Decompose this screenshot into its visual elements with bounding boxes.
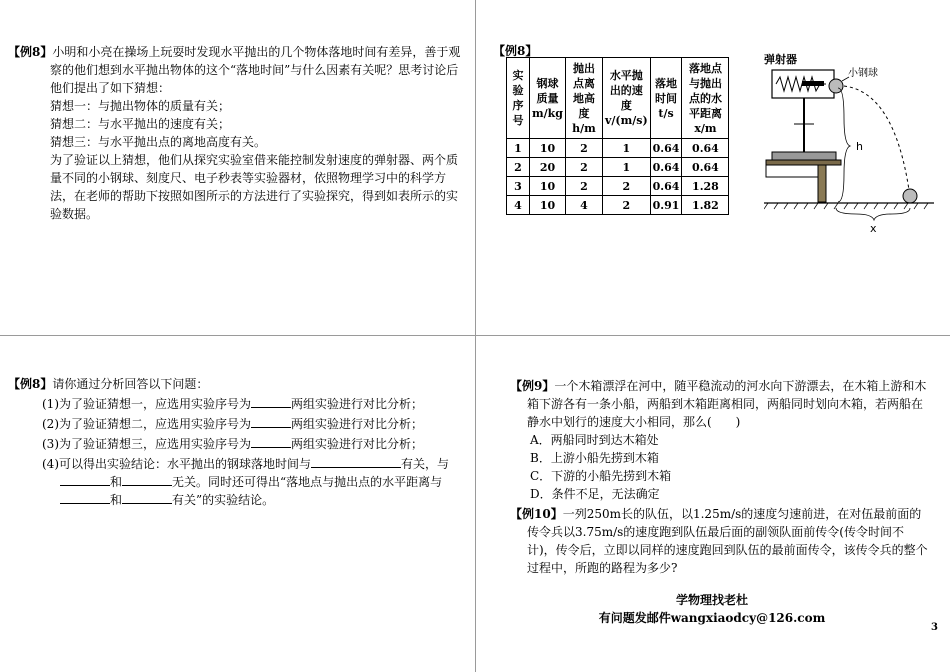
table-cell: 10 xyxy=(530,177,566,196)
answer-blank[interactable] xyxy=(122,491,172,504)
answer-blank[interactable] xyxy=(60,473,110,486)
option-a: A．两船同时到达木箱处 xyxy=(530,433,659,447)
table-cell: 1 xyxy=(507,139,530,158)
table-leg xyxy=(818,165,826,202)
signature-line-1: 学物理找老杜 xyxy=(675,593,748,607)
answer-blank[interactable] xyxy=(251,415,291,428)
example9-stem xyxy=(482,377,932,431)
example9-10-panel xyxy=(482,377,932,577)
option-d: D．条件不足，无法确定 xyxy=(530,487,660,501)
item-4-text-a: (4)可以得出实验结论：水平抛出的钢球落地时间与 xyxy=(42,457,311,471)
table-cell: 2 xyxy=(602,196,650,215)
table-cell: 0.64 xyxy=(650,158,682,177)
signature-line-2: 有问题发邮件wangxiaodcy@126.com xyxy=(598,611,826,625)
item-4-text-c: 和 xyxy=(110,475,123,489)
experiment-method: 为了验证以上猜想，他们从探究实验室借来能控制发射速度的弹射器、两个质量不同的小钢球、刻度尺、电子秒表等实验器材，依照物理学习中的科学方法，在老师的帮助下按照如图所示的方法进行了实验探究，得到如表所示的实验数据。 xyxy=(50,153,459,221)
analysis-item-3 xyxy=(8,435,468,453)
item-3-text-a: (3)为了验证猜想三，应选用实验序号为 xyxy=(42,437,251,451)
experiment-data-table xyxy=(506,57,729,215)
table-cell: 0.64 xyxy=(650,177,682,196)
table-cell: 1.82 xyxy=(682,196,729,215)
table-cell: 1 xyxy=(602,158,650,177)
item-4-text-b: 有关，与 xyxy=(401,457,450,471)
table-cell: 2 xyxy=(602,177,650,196)
table-cell: 20 xyxy=(530,158,566,177)
example8-intro-text: 小明和小亮在操场上玩耍时发现水平抛出的几个物体落地时间有差异，善于观察的他们想到水平抛出物体的这个“落地时间”与什么因素有关呢？思考讨论后他们提出了如下猜想： xyxy=(50,45,461,95)
table-cell: 0.91 xyxy=(650,196,682,215)
answer-blank[interactable] xyxy=(251,395,291,408)
header-trial-no: 实验序号 xyxy=(507,58,530,139)
table-cell: 0.64 xyxy=(682,139,729,158)
table-cell: 2 xyxy=(565,177,602,196)
example8-table-tag: 【例8】 xyxy=(493,44,538,58)
table-cell: 2 xyxy=(565,158,602,177)
launcher-rod xyxy=(802,81,824,86)
experiment-apparatus-figure xyxy=(764,48,934,238)
item-1-text-b: 两组实验进行对比分析； xyxy=(291,397,424,411)
distance-brace xyxy=(836,208,910,220)
item-1-text-a: (1)为了验证猜想一，应选用实验序号为 xyxy=(42,397,251,411)
table-cell: 0.64 xyxy=(682,158,729,177)
analysis-item-1 xyxy=(8,395,468,413)
ball-label: 小钢球 xyxy=(848,68,878,79)
table-cell: 0.64 xyxy=(650,139,682,158)
page-number: 3 xyxy=(931,622,938,633)
option-b: B．上游小船先捞到木箱 xyxy=(530,451,659,465)
launcher-label: 弹射器 xyxy=(764,53,797,66)
analysis-item-2 xyxy=(8,415,468,433)
answer-blank[interactable] xyxy=(251,435,291,448)
guess-1: 猜想一：与抛出物体的质量有关； xyxy=(50,99,231,113)
analysis-item-4 xyxy=(8,455,468,509)
table-row xyxy=(507,196,729,215)
table-cell: 1 xyxy=(602,139,650,158)
stand-base xyxy=(772,152,836,160)
analysis-intro-text: 请你通过分析回答以下问题： xyxy=(52,377,209,391)
table-drawer xyxy=(766,165,818,177)
table-top xyxy=(766,160,841,165)
guess-2: 猜想二：与水平抛出的速度有关； xyxy=(50,117,231,131)
header-mass: 钢球质量m/kg xyxy=(530,58,566,139)
trajectory-path xyxy=(844,86,909,190)
distance-label: x xyxy=(870,222,877,235)
table-cell: 3 xyxy=(507,177,530,196)
table-row xyxy=(507,139,729,158)
header-time: 落地时间t/s xyxy=(650,58,682,139)
ground-hatching xyxy=(764,203,928,209)
example-tag: 【例8】 xyxy=(8,377,53,391)
answer-blank[interactable] xyxy=(122,473,172,486)
table-cell: 4 xyxy=(565,196,602,215)
guess-3: 猜想三：与水平抛出点的离地高度有关。 xyxy=(50,135,267,149)
header-distance: 落地点与抛出点的水平距离x/m xyxy=(682,58,729,139)
horizontal-divider xyxy=(0,335,950,336)
example8-analysis-panel xyxy=(8,375,468,509)
table-row xyxy=(507,158,729,177)
answer-blank[interactable] xyxy=(60,491,110,504)
example-tag: 【例10】 xyxy=(510,507,563,521)
item-2-text-a: (2)为了验证猜想二，应选用实验序号为 xyxy=(42,417,251,431)
item-4-text-f: 有关”的实验结论。 xyxy=(172,493,275,507)
item-3-text-b: 两组实验进行对比分析； xyxy=(291,437,424,451)
table-header-row xyxy=(507,58,729,139)
example9-stem-text: 一个木箱漂浮在河中，随平稳流动的河水向下游漂去，在木箱上游和木箱下游各有一条小船，两船到木箱距离相同，两船同时划向木箱，若两船在静水中划行的速度大小相同，那么( ) xyxy=(527,379,927,429)
header-speed: 水平抛出的速度v/(m/s) xyxy=(602,58,650,139)
header-height: 抛出点离地高度h/m xyxy=(565,58,602,139)
option-c: C．下游的小船先捞到木箱 xyxy=(530,469,672,483)
table-cell: 2 xyxy=(507,158,530,177)
example-tag: 【例9】 xyxy=(510,379,555,393)
item-4-text-d: 无关。同时还可得出“落地点与抛出点的水平距离与 xyxy=(172,475,443,489)
height-brace xyxy=(838,88,850,202)
height-label: h xyxy=(856,140,863,153)
table-cell: 1.28 xyxy=(682,177,729,196)
example8-intro xyxy=(8,43,463,97)
table-row xyxy=(507,177,729,196)
example10-stem xyxy=(482,505,932,577)
table-cell: 2 xyxy=(565,139,602,158)
item-2-text-b: 两组实验进行对比分析； xyxy=(291,417,424,431)
ball-label-pointer xyxy=(842,77,849,81)
table-cell: 10 xyxy=(530,196,566,215)
table-cell: 10 xyxy=(530,139,566,158)
answer-blank[interactable] xyxy=(311,455,401,468)
example10-stem-text: 一列250m长的队伍，以1.25m/s的速度匀速前进，在对伍最前面的传令兵以3.75m/s的速度跑到队伍最后面的副领队面前传令(传令时间不计)，传令后，立即以同样的速度跑回到队伍的最前面传令，该传令兵的整个过程中，所跑的路程为多少? xyxy=(527,507,928,575)
example-tag: 【例8】 xyxy=(8,45,53,59)
ball-landing-icon xyxy=(903,189,917,203)
vertical-divider xyxy=(475,0,476,672)
analysis-intro xyxy=(8,375,468,393)
table-cell: 4 xyxy=(507,196,530,215)
item-4-text-e: 和 xyxy=(110,493,123,507)
example8-question-panel xyxy=(8,43,463,223)
